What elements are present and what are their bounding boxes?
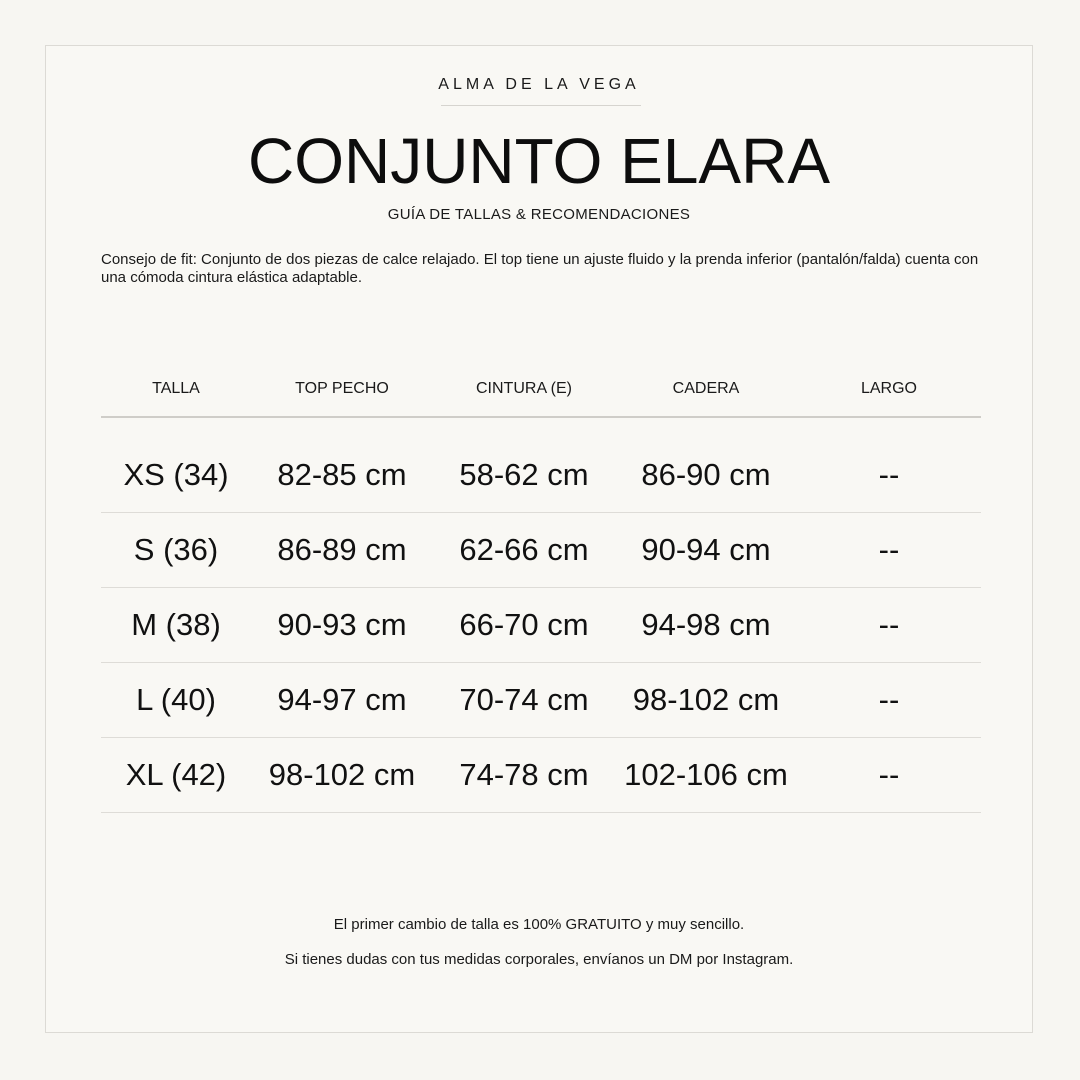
column-header-cadera: CADERA xyxy=(672,380,740,397)
brand-divider xyxy=(441,105,641,106)
cell-largo: -- xyxy=(878,607,900,642)
cell-top-pecho: 98-102 cm xyxy=(268,757,416,792)
cell-size: M (38) xyxy=(131,607,221,642)
cell-largo: -- xyxy=(878,532,900,567)
contact-note: Si tienes dudas con tus medidas corporales, envíanos un DM por Instagram. xyxy=(284,951,794,968)
cell-largo: -- xyxy=(878,682,900,717)
page-title: CONJUNTO ELARA xyxy=(247,125,831,197)
table-row xyxy=(101,588,981,663)
cell-cadera: 102-106 cm xyxy=(624,757,788,792)
cell-cintura: 66-70 cm xyxy=(459,607,589,642)
cell-size: L (40) xyxy=(136,682,216,717)
cell-largo: -- xyxy=(878,757,900,792)
cell-cadera: 86-90 cm xyxy=(641,457,771,492)
cell-largo: -- xyxy=(878,457,900,492)
brand-name: ALMA DE LA VEGA xyxy=(438,76,640,93)
cell-size: XL (42) xyxy=(125,757,227,792)
cell-cintura: 58-62 cm xyxy=(459,457,589,492)
column-header-talla: TALLA xyxy=(152,380,200,397)
cell-cintura: 70-74 cm xyxy=(459,682,589,717)
cell-cintura: 74-78 cm xyxy=(459,757,589,792)
table-row xyxy=(101,438,981,513)
cell-top-pecho: 90-93 cm xyxy=(277,607,407,642)
table-header xyxy=(101,366,981,418)
table-body xyxy=(101,418,981,813)
exchange-note: El primer cambio de talla es 100% GRATUITO y muy sencillo. xyxy=(333,916,745,933)
cell-cadera: 98-102 cm xyxy=(632,682,780,717)
cell-top-pecho: 86-89 cm xyxy=(277,532,407,567)
column-header-cintura: CINTURA (E) xyxy=(476,380,572,397)
table-row xyxy=(101,513,981,588)
cell-top-pecho: 82-85 cm xyxy=(277,457,407,492)
table-row xyxy=(101,738,981,813)
cell-cadera: 90-94 cm xyxy=(641,532,771,567)
fit-tip: Consejo de fit: Conjunto de dos piezas de calce relajado. El top tiene un ajuste fluido y la prenda inferior (pantalón/falda) cuenta con una cómoda cintura elástica adaptable. xyxy=(101,251,979,286)
cell-size: S (36) xyxy=(133,532,219,567)
cell-top-pecho: 94-97 cm xyxy=(277,682,407,717)
size-table xyxy=(101,366,981,813)
table-row xyxy=(101,663,981,738)
size-guide-card xyxy=(45,45,1033,1033)
cell-cadera: 94-98 cm xyxy=(641,607,771,642)
column-header-top-pecho: TOP PECHO xyxy=(295,380,389,397)
cell-cintura: 62-66 cm xyxy=(459,532,589,567)
cell-size: XS (34) xyxy=(123,457,229,492)
column-header-largo: LARGO xyxy=(860,380,917,397)
page-subtitle: GUÍA DE TALLAS & RECOMENDACIONES xyxy=(387,206,691,223)
